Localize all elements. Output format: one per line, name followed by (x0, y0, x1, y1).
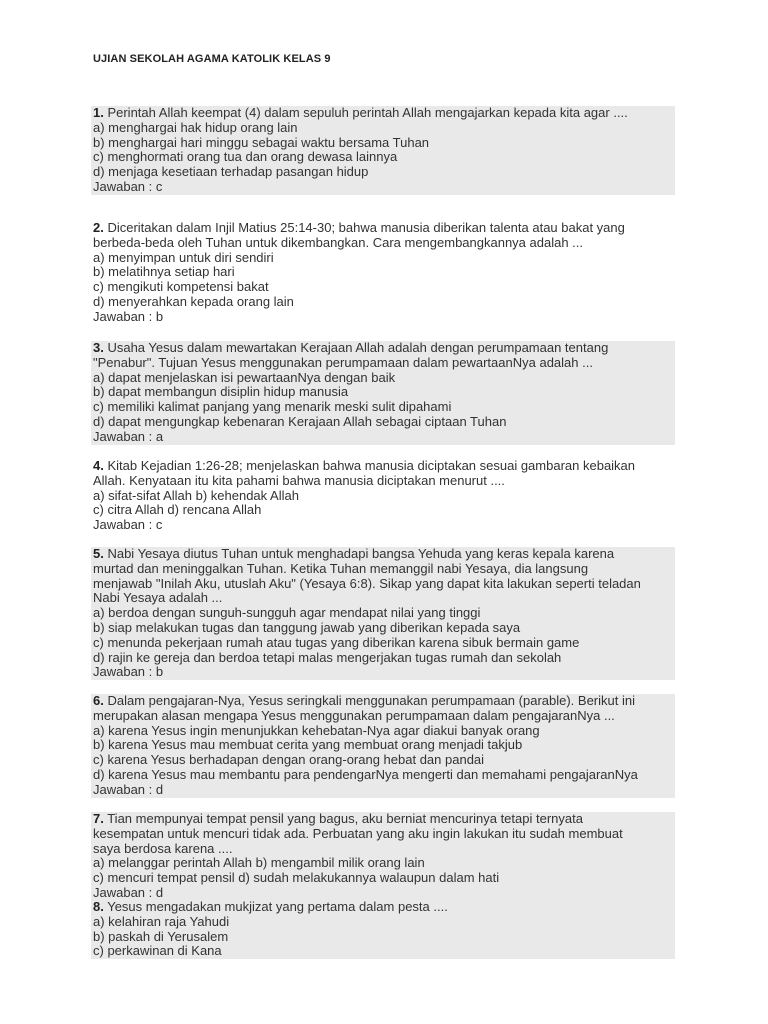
question-number: 6. (93, 693, 104, 708)
question-5 (91, 547, 675, 680)
answer-key: Jawaban : b (93, 308, 164, 324)
question-number: 5. (93, 546, 104, 561)
answer-option: d) dapat mengungkap kebenaran Kerajaan Allah sebagai ciptaan Tuhan (93, 413, 507, 429)
question-stem-text: Usaha Yesus dalam mewartakan Kerajaan Allah adalah dengan perumpamaan tentang (103, 340, 609, 355)
question-4 (91, 459, 675, 533)
question-stem-line: Nabi Yesaya adalah ... (93, 590, 223, 606)
answer-key: Jawaban : a (93, 428, 164, 444)
answer-option: b) paskah di Yerusalem (93, 928, 229, 944)
answer-option: b) melatihnya setiap hari (93, 264, 235, 280)
question-stem-text: Diceritakan dalam Injil Matius 25:14-30; bahwa manusia diberikan talenta atau bakat yang (103, 220, 625, 235)
answer-option: b) karena Yesus mau membuat cerita yang membuat orang menjadi takjub (93, 737, 523, 753)
question-stem-line: berbeda-beda oleh Tuhan untuk dikembangkan. Cara mengembangkannya adalah ... (93, 234, 584, 250)
answer-option: a) karena Yesus ingin menunjukkan kehebatan-Nya agar diakui banyak orang (93, 722, 540, 738)
question-stem-line: merupakan alasan mengapa Yesus menggunakan perumpamaan dalam pengajaranNya ... (93, 707, 615, 723)
answer-option: b) menghargai hari minggu sebagai waktu bersama Tuhan (93, 134, 430, 150)
answer-key: Jawaban : d (93, 781, 164, 797)
answer-option: c) mencuri tempat pensil d) sudah melakukannya walaupun dalam hati (93, 870, 500, 886)
question-7 (91, 812, 675, 901)
answer-option: a) melanggar perintah Allah b) mengambil milik orang lain (93, 855, 425, 871)
question-stem-line: Allah. Kenyataan itu kita pahami bahwa manusia diciptakan menurut .... (93, 472, 505, 488)
question-3 (91, 341, 675, 445)
answer-option: a) berdoa dengan sunguh-sungguh agar mendapat nilai yang tinggi (93, 605, 481, 621)
question-stem-line: menjawab "Inilah Aku, utuslah Aku" (Yesaya 6:8). Sikap yang dapat kita lakukan seperti teladan (93, 575, 641, 591)
answer-option: c) citra Allah d) rencana Allah (93, 502, 262, 518)
question-stem-line (93, 221, 673, 236)
answer-option: d) rajin ke gereja dan berdoa tetapi malas mengerjakan tugas rumah dan sekolah (93, 649, 562, 665)
question-8 (91, 900, 675, 959)
answer-option: a) menghargai hak hidup orang lain (93, 119, 298, 135)
question-stem-line (93, 694, 673, 709)
answer-key: Jawaban : b (93, 664, 164, 680)
question-number: 4. (93, 458, 104, 473)
question-stem-line (93, 106, 673, 121)
answer-option: a) sifat-sifat Allah b) kehendak Allah (93, 487, 299, 503)
question-number: 2. (93, 220, 104, 235)
question-number: 3. (93, 340, 104, 355)
question-number: 8. (93, 899, 104, 914)
answer-option: b) dapat membangun disiplin hidup manusia (93, 384, 349, 400)
question-stem-line (93, 900, 673, 915)
answer-option: b) siap melakukan tugas dan tanggung jawab yang diberikan kepada saya (93, 619, 521, 635)
answer-option: d) menyerahkan kepada orang lain (93, 293, 294, 309)
question-number: 7. (93, 811, 104, 826)
question-6 (91, 694, 675, 798)
question-stem-line (93, 459, 673, 474)
answer-key: Jawaban : d (93, 884, 164, 900)
answer-option: a) dapat menjelaskan isi pewartaanNya dengan baik (93, 369, 396, 385)
answer-option: c) mengikuti kompetensi bakat (93, 279, 269, 295)
question-stem-text: Dalam pengajaran-Nya, Yesus seringkali menggunakan perumpamaan (parable). Berikut ini (103, 693, 635, 708)
answer-option: c) menunda pekerjaan rumah atau tugas yang diberikan karena sibuk bermain game (93, 634, 580, 650)
question-stem-line: saya berdosa karena .... (93, 840, 233, 856)
question-stem-line: murtad dan meninggalkan Tuhan. Ketika Tuhan memanggil nabi Yesaya, dia langsung (93, 560, 589, 576)
answer-option: d) karena Yesus mau membantu para pendengarNya mengerti dan memahami pengajaranNya (93, 766, 638, 782)
question-stem-line: kesempatan untuk mencuri tidak ada. Perbuatan yang aku ingin lakukan itu sudah membuat (93, 825, 623, 841)
question-stem-text: Yesus mengadakan mukjizat yang pertama dalam pesta .... (103, 899, 448, 914)
answer-option: a) kelahiran raja Yahudi (93, 913, 230, 929)
question-stem-line (93, 812, 673, 827)
question-number: 1. (93, 105, 104, 120)
answer-option: c) menghormati orang tua dan orang dewasa lainnya (93, 149, 398, 165)
question-stem-line (93, 341, 673, 356)
answer-option: a) menyimpan untuk diri sendiri (93, 249, 274, 265)
question-stem-line (93, 547, 673, 562)
question-stem-line: "Penabur". Tujuan Yesus menggunakan perumpamaan dalam pewartaanNya adalah ... (93, 354, 593, 370)
answer-option: c) karena Yesus berhadapan dengan orang-orang hebat dan pandai (93, 752, 485, 768)
answer-option: c) memiliki kalimat panjang yang menarik meski sulit dipahami (93, 399, 452, 415)
question-stem-text: Perintah Allah keempat (4) dalam sepuluh perintah Allah mengajarkan kepada kita agar .... (103, 105, 628, 120)
document-title: UJIAN SEKOLAH AGAMA KATOLIK KELAS 9 (93, 53, 331, 65)
question-stem-text: Kitab Kejadian 1:26-28; menjelaskan bahwa manusia diciptakan sesuai gambaran kebaikan (103, 458, 636, 473)
question-2 (91, 221, 675, 325)
answer-option: d) menjaga kesetiaan terhadap pasangan hidup (93, 164, 369, 180)
question-1 (91, 106, 675, 195)
answer-key: Jawaban : c (93, 178, 163, 194)
question-stem-text: Nabi Yesaya diutus Tuhan untuk menghadapi bangsa Yehuda yang keras kepala karena (103, 546, 615, 561)
question-stem-text: Tian mempunyai tempat pensil yang bagus, aku berniat mencurinya tetapi ternyata (103, 811, 583, 826)
answer-key: Jawaban : c (93, 517, 163, 533)
answer-option: c) perkawinan di Kana (93, 943, 222, 959)
